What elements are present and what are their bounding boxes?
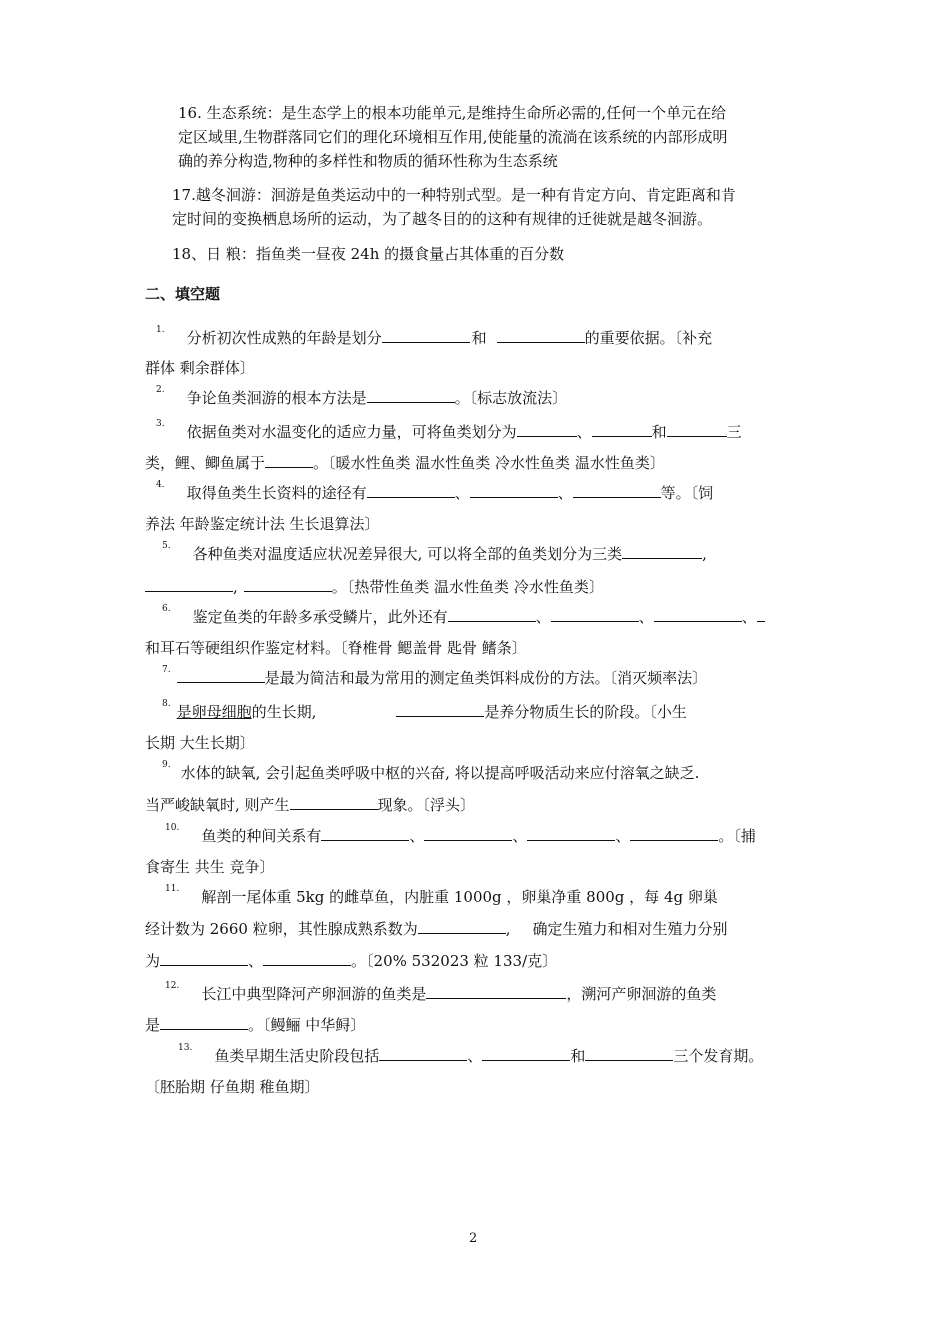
answer-blank bbox=[367, 388, 455, 403]
answer-blank bbox=[382, 328, 470, 343]
question-number: 1. bbox=[156, 325, 165, 335]
definition-line: 定时间的变换栖息场所的运动，为了越冬目的的这种有规律的迁徙就是越冬洄游。 bbox=[172, 210, 713, 228]
question-text: ，溯河产卵洄游的鱼类 bbox=[566, 985, 717, 1003]
question-text: 依据鱼类对水温变化的适应力量，可将鱼类划分为 bbox=[186, 423, 517, 441]
question-text: 鉴定鱼类的年龄多承受鳞片，此外还有 bbox=[192, 608, 448, 626]
question-10-cont: 食寄生 共生 竞争〕 bbox=[145, 858, 275, 876]
question-text: 经计数为 2660 粒卵，其性腺成熟系数为 bbox=[145, 920, 418, 938]
answer-blank bbox=[667, 422, 727, 437]
answer-blank bbox=[367, 483, 455, 498]
definition-line: 17.越冬洄游：洄游是鱼类运动中的一种特别式型。是一种有肯定方向、肯定距离和肯 bbox=[172, 186, 736, 204]
question-text: 、 bbox=[409, 827, 425, 845]
question-6-cont: 和耳石等硬组织作鉴定材料。〔脊椎骨 鳃盖骨 匙骨 鳍条〕 bbox=[145, 639, 527, 657]
answer-blank bbox=[177, 668, 265, 683]
question-text: 、 bbox=[512, 827, 528, 845]
question-12 bbox=[165, 983, 716, 1004]
question-text: 、 bbox=[638, 608, 654, 626]
question-text: 。〔20% 532023 粒 133/克〕 bbox=[351, 952, 558, 970]
question-number: 13. bbox=[178, 1043, 193, 1053]
answer-blank bbox=[551, 607, 639, 622]
definition-line: 16. 生态系统：是生态学上的根本功能单元,是维持生命所必需的,任何一个单元在给 bbox=[178, 104, 727, 122]
question-text: 三 bbox=[726, 423, 742, 441]
question-13-cont: 〔胚胎期 仔鱼期 稚鱼期〕 bbox=[145, 1078, 320, 1096]
question-number: 12. bbox=[165, 981, 180, 991]
question-5 bbox=[162, 543, 707, 564]
question-text: 、 bbox=[576, 423, 592, 441]
page-number: 2 bbox=[469, 1231, 478, 1246]
question-text: 分析初次性成熟的年龄是划分 bbox=[186, 329, 382, 347]
question-text: 的生长期, bbox=[251, 703, 317, 721]
answer-blank bbox=[585, 1046, 673, 1061]
question-text: 类，鲤、鲫鱼属于 bbox=[145, 454, 266, 472]
question-number: 8. bbox=[162, 699, 171, 709]
question-text: 鱼类的种间关系有 bbox=[201, 827, 322, 845]
question-number: 11. bbox=[165, 884, 180, 894]
question-13 bbox=[178, 1045, 763, 1066]
question-text: 。〔暖水性鱼类 温水性鱼类 冷水性鱼类 温水性鱼类〕 bbox=[313, 454, 665, 472]
answer-blank bbox=[630, 826, 718, 841]
answer-blank bbox=[265, 453, 313, 468]
question-11-cont bbox=[145, 918, 728, 939]
question-text: 各种鱼类对温度适应状况差异很大, 可以将全部的鱼类划分为三类 bbox=[192, 545, 623, 563]
question-text: , bbox=[702, 545, 707, 563]
answer-blank bbox=[622, 544, 702, 559]
question-text: 解剖一尾体重 5kg 的雌草鱼，内脏重 1000g ，卵巢净重 800g ，每 4g 卵巢 bbox=[201, 888, 718, 906]
question-text: 。〔热带性鱼类 温水性鱼类 冷水性鱼类〕 bbox=[331, 578, 604, 596]
question-text: 、 bbox=[467, 1047, 483, 1065]
answer-blank bbox=[290, 795, 378, 810]
question-2 bbox=[156, 387, 567, 408]
question-text: 是最为简洁和最为常用的测定鱼类饵料成份的方法。〔消灭频率法〕 bbox=[264, 669, 708, 687]
question-11-cont2 bbox=[145, 950, 557, 971]
section-title: 二、填空题 bbox=[145, 285, 221, 303]
question-text: 确定生殖力和相对生殖力分别 bbox=[532, 920, 728, 938]
answer-blank bbox=[263, 951, 351, 966]
question-8 bbox=[162, 701, 687, 722]
question-text: 是养分物质生长的阶段。〔小生 bbox=[484, 703, 687, 721]
definition-line: 确的养分构造,物种的多样性和物质的循环性称为生态系统 bbox=[178, 152, 558, 170]
question-12-cont bbox=[145, 1014, 365, 1035]
question-9-cont bbox=[145, 794, 475, 815]
question-text: , bbox=[505, 920, 511, 938]
question-text: 和 bbox=[570, 1047, 586, 1065]
question-1-cont: 群体 剩余群体〕 bbox=[145, 359, 255, 377]
question-text: 为 bbox=[145, 952, 161, 970]
question-text: 的重要依据。〔补充 bbox=[584, 329, 713, 347]
answer-blank bbox=[160, 951, 248, 966]
question-3 bbox=[156, 421, 742, 442]
answer-blank bbox=[527, 826, 615, 841]
question-text: 。〔捕 bbox=[718, 827, 756, 845]
question-text: 、 bbox=[557, 484, 573, 502]
question-text: 现象。〔浮头〕 bbox=[377, 796, 476, 814]
question-text: 、 bbox=[535, 608, 551, 626]
question-number: 7. bbox=[162, 665, 171, 675]
question-text: 当严峻缺氧时, 则产生 bbox=[145, 796, 290, 814]
answer-blank bbox=[396, 702, 484, 717]
question-text: 、 bbox=[741, 608, 757, 626]
question-8-cont: 长期 大生长期〕 bbox=[145, 734, 255, 752]
question-text: 三个发育期。 bbox=[673, 1047, 764, 1065]
question-number: 5. bbox=[162, 541, 171, 551]
question-text: 取得鱼类生长资料的途径有 bbox=[186, 484, 367, 502]
question-3-cont bbox=[145, 452, 665, 473]
question-number: 6. bbox=[162, 604, 171, 614]
question-text: 鱼类早期生活史阶段包括 bbox=[214, 1047, 380, 1065]
question-number: 9. bbox=[162, 760, 171, 770]
answer-blank bbox=[426, 984, 566, 999]
answer-blank bbox=[757, 607, 765, 622]
question-number: 2. bbox=[156, 385, 165, 395]
answer-blank bbox=[497, 328, 585, 343]
question-number: 3. bbox=[156, 419, 165, 429]
question-1 bbox=[156, 327, 712, 348]
question-number: 10. bbox=[165, 823, 180, 833]
question-text: 长江中典型降河产卵洄游的鱼类是 bbox=[201, 985, 427, 1003]
question-6 bbox=[162, 606, 765, 627]
question-10 bbox=[165, 825, 756, 846]
question-text: 水体的缺氧, 会引起鱼类呼吸中枢的兴奋, 将以提高呼吸活动来应付溶氧之缺乏. bbox=[180, 764, 700, 782]
answer-blank bbox=[654, 607, 742, 622]
answer-blank bbox=[592, 422, 652, 437]
question-text: 是 bbox=[145, 1016, 161, 1034]
question-7 bbox=[162, 667, 707, 688]
answer-blank bbox=[470, 483, 558, 498]
question-text: 是卵母细胞 bbox=[176, 703, 252, 721]
question-text: 、 bbox=[248, 952, 264, 970]
answer-blank bbox=[573, 483, 661, 498]
question-text: 和 bbox=[471, 329, 487, 347]
question-text: , bbox=[233, 578, 238, 596]
answer-blank bbox=[418, 919, 506, 934]
question-text: 、 bbox=[454, 484, 470, 502]
question-text: 争论鱼类洄游的根本方法是 bbox=[186, 389, 367, 407]
answer-blank bbox=[517, 422, 577, 437]
definition-line: 18、日 粮：指鱼类一昼夜 24h 的摄食量占其体重的百分数 bbox=[172, 245, 565, 263]
answer-blank bbox=[482, 1046, 570, 1061]
answer-blank bbox=[424, 826, 512, 841]
answer-blank bbox=[321, 826, 409, 841]
question-4-cont: 养法 年龄鉴定统计法 生长退算法〕 bbox=[145, 515, 380, 533]
answer-blank bbox=[160, 1015, 248, 1030]
question-number: 4. bbox=[156, 480, 165, 490]
answer-blank bbox=[448, 607, 536, 622]
answer-blank bbox=[379, 1046, 467, 1061]
question-text: 。〔标志放流法〕 bbox=[454, 389, 568, 407]
question-text: 。〔鳗鲡 中华鲟〕 bbox=[248, 1016, 366, 1034]
question-4 bbox=[156, 482, 713, 503]
answer-blank bbox=[244, 577, 332, 592]
question-text: 、 bbox=[615, 827, 631, 845]
question-text: 等。〔饲 bbox=[660, 484, 714, 502]
answer-blank bbox=[145, 577, 233, 592]
question-5-cont bbox=[145, 576, 604, 597]
question-9 bbox=[162, 762, 699, 783]
definition-line: 定区域里,生物群落同它们的理化环境相互作用,使能量的流淌在该系统的内部形成明 bbox=[178, 128, 728, 146]
question-text: 和 bbox=[651, 423, 667, 441]
question-11 bbox=[165, 886, 718, 907]
